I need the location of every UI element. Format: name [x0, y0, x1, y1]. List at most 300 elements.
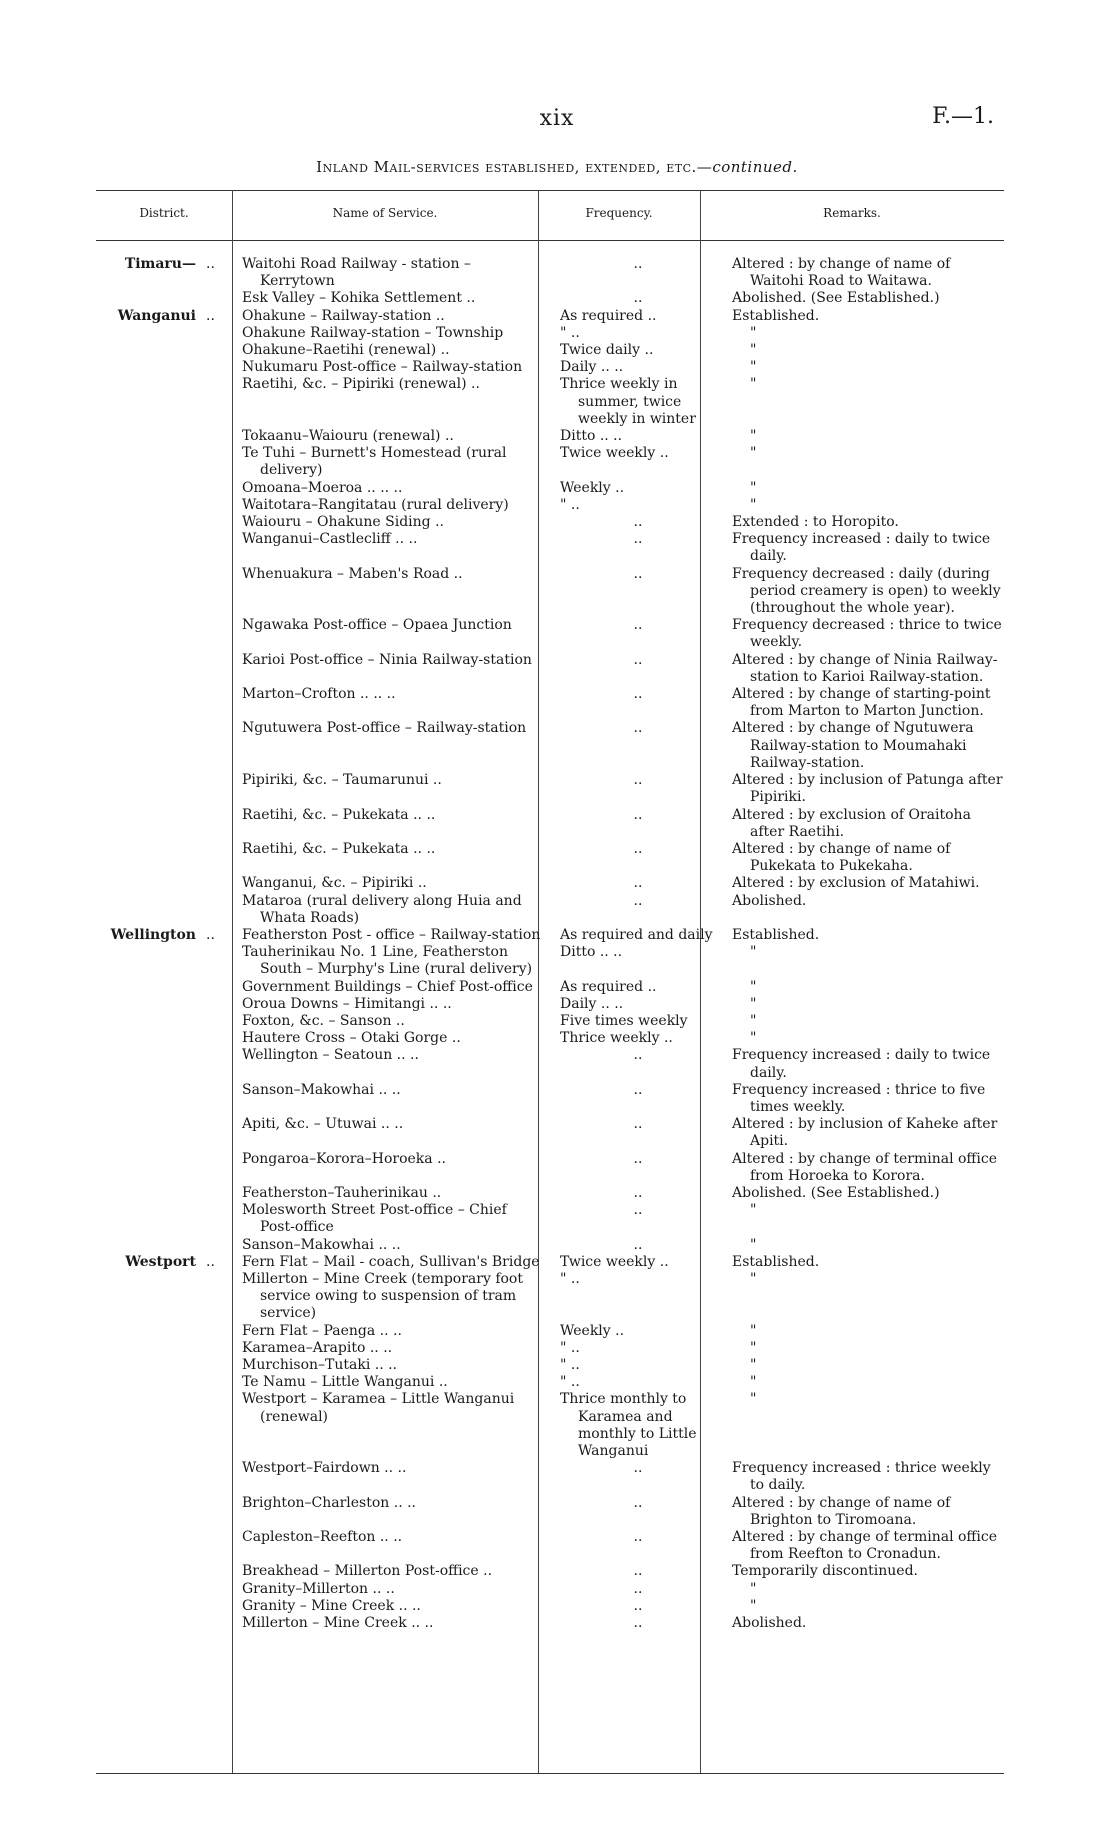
frequency-cell: [550, 1323, 722, 1340]
remarks-cell: [722, 875, 1004, 892]
frequency-cell: [550, 1340, 722, 1357]
service-cell: [232, 1013, 550, 1030]
district-cell: [96, 979, 232, 996]
service-cell: [232, 1563, 550, 1580]
remarks-text: ": [750, 324, 757, 341]
remarks-text: Frequency decreased : thrice to twice weekly.: [732, 617, 1002, 651]
table-row: [96, 1391, 1004, 1460]
district-cell: [96, 1495, 232, 1529]
district-leader: [196, 1151, 206, 1167]
frequency-value: " ..: [560, 1374, 580, 1391]
table-row: [96, 445, 1004, 479]
table-row: [96, 875, 1004, 892]
district-leader: [196, 893, 206, 909]
district-cell: [96, 290, 232, 307]
table-row: [96, 927, 1004, 944]
frequency-cell: [550, 497, 722, 514]
service-cell: [232, 1047, 550, 1081]
header-remarks: Remarks.: [823, 206, 881, 220]
remarks-cell: [722, 720, 1004, 772]
remarks-cell: [722, 514, 1004, 531]
service-cell: [232, 1598, 550, 1615]
service-cell: [232, 875, 550, 892]
frequency-cell: [550, 944, 722, 978]
district-cell: [96, 686, 232, 720]
district-cell: [96, 1529, 232, 1563]
district-cell: [96, 566, 232, 618]
frequency-value: ..: [633, 1597, 643, 1614]
frequency-cell: [550, 617, 722, 651]
header-service: Name of Service.: [332, 206, 438, 220]
service-name: Sanson–Makowhai .. ..: [242, 1236, 401, 1253]
frequency-value: Weekly ..: [560, 479, 625, 496]
frequency-value: Twice daily ..: [560, 342, 654, 359]
remarks-text: ": [750, 1236, 757, 1253]
district-cell: [96, 1460, 232, 1494]
remarks-text: ": [750, 445, 757, 462]
remarks-text: ": [750, 376, 757, 393]
district-leader: [196, 1563, 206, 1579]
district-cell: [96, 1340, 232, 1357]
frequency-cell: [550, 531, 722, 565]
district-leader: [196, 480, 206, 496]
district-leader: [196, 1030, 206, 1046]
district-leader: ..: [206, 926, 215, 943]
district-leader: [196, 1237, 206, 1253]
district-cell: [96, 1357, 232, 1374]
district-cell: [96, 480, 232, 497]
frequency-value: ..: [633, 617, 643, 634]
remarks-text: Altered : by exclusion of Oraitoha after Raetihi.: [732, 806, 971, 840]
remarks-cell: [722, 1460, 1004, 1494]
district-cell: [96, 514, 232, 531]
service-name: Mataroa (rural delivery along Huia and Whata Roads): [242, 892, 522, 926]
service-name: Tauherinikau No. 1 Line, Featherston South – Murphy's Line (rural delivery): [242, 944, 533, 978]
frequency-cell: [550, 514, 722, 531]
frequency-value: ..: [633, 290, 643, 307]
table-row: [96, 1013, 1004, 1030]
frequency-cell: [550, 1495, 722, 1529]
remarks-text: ": [750, 1597, 757, 1614]
remarks-cell: [722, 1615, 1004, 1632]
frequency-cell: [550, 1185, 722, 1202]
service-cell: [232, 359, 550, 376]
remarks-cell: [722, 497, 1004, 514]
remarks-cell: [722, 359, 1004, 376]
district-leader: [196, 1271, 206, 1287]
district-leader: [196, 1460, 206, 1476]
district-cell: [96, 1615, 232, 1632]
remarks-cell: [722, 1237, 1004, 1254]
table-row: [96, 979, 1004, 996]
remarks-cell: [722, 445, 1004, 479]
remarks-text: Frequency increased : thrice weekly to daily.: [732, 1460, 991, 1494]
service-cell: [232, 290, 550, 307]
frequency-cell: [550, 1116, 722, 1150]
table-row: [96, 807, 1004, 841]
district-leader: [196, 1615, 206, 1631]
frequency-value: ..: [633, 1563, 643, 1580]
table-row: [96, 1082, 1004, 1116]
remarks-text: ": [750, 1012, 757, 1029]
district-name: Wellington: [110, 926, 196, 943]
service-name: Pongaroa–Korora–Horoeka ..: [242, 1150, 446, 1167]
frequency-value: ..: [633, 1529, 643, 1546]
service-name: Millerton – Mine Creek (temporary foot service owing to suspension of tram service): [242, 1270, 523, 1322]
service-cell: [232, 1615, 550, 1632]
remarks-text: Frequency increased : daily to twice daily.: [732, 1047, 991, 1081]
remarks-cell: [722, 256, 1004, 290]
district-cell: [96, 1391, 232, 1460]
district-leader: [196, 652, 206, 668]
remarks-text: Temporarily discontinued.: [732, 1563, 918, 1580]
service-cell: [232, 1254, 550, 1271]
district-cell: [96, 342, 232, 359]
district-leader: [196, 376, 206, 392]
service-cell: [232, 617, 550, 651]
frequency-value: Twice weekly ..: [560, 445, 669, 462]
remarks-cell: [722, 979, 1004, 996]
service-cell: [232, 807, 550, 841]
table-row: [96, 1357, 1004, 1374]
remarks-cell: [722, 1323, 1004, 1340]
service-cell: [232, 979, 550, 996]
district-cell: [96, 445, 232, 479]
remarks-cell: [722, 944, 1004, 978]
table-row: [96, 480, 1004, 497]
district-leader: [196, 1013, 206, 1029]
frequency-value: ..: [633, 892, 643, 909]
service-name: Hautere Cross – Otaki Gorge ..: [242, 1030, 461, 1047]
district-cell: [96, 617, 232, 651]
frequency-value: As required ..: [560, 307, 657, 324]
district-name: Westport: [125, 1253, 196, 1270]
table-row: [96, 1495, 1004, 1529]
frequency-cell: [550, 1615, 722, 1632]
district-leader: ..: [206, 1253, 215, 1270]
frequency-cell: [550, 376, 722, 428]
frequency-cell: [550, 290, 722, 307]
title-continued: continued.: [712, 158, 798, 176]
remarks-text: ": [750, 978, 757, 995]
remarks-text: Established.: [732, 307, 820, 324]
service-name: Raetihi, &c. – Pipiriki (renewal) ..: [242, 376, 480, 393]
district-leader: ..: [206, 256, 215, 272]
district-cell: [96, 1116, 232, 1150]
service-cell: [232, 1391, 550, 1460]
frequency-value: " ..: [560, 496, 580, 513]
frequency-value: Thrice monthly to Karamea and monthly to Little Wanganui: [560, 1391, 697, 1460]
frequency-value: ..: [633, 1236, 643, 1253]
frequency-value: Thrice weekly ..: [560, 1030, 673, 1047]
service-name: Murchison–Tutaki .. ..: [242, 1357, 397, 1373]
remarks-cell: [722, 1151, 1004, 1185]
table-row: [96, 841, 1004, 875]
remarks-cell: [722, 376, 1004, 428]
frequency-value: " ..: [560, 1270, 580, 1287]
service-cell: [232, 308, 550, 325]
remarks-cell: [722, 290, 1004, 307]
service-cell: [232, 514, 550, 531]
remarks-text: ": [750, 1357, 757, 1373]
frequency-value: Ditto .. ..: [560, 944, 623, 961]
district-cell: [96, 1581, 232, 1598]
service-cell: [232, 1202, 550, 1236]
remarks-cell: [722, 1391, 1004, 1460]
service-cell: [232, 480, 550, 497]
frequency-cell: [550, 686, 722, 720]
remarks-text: Abolished.: [732, 892, 807, 909]
frequency-cell: [550, 841, 722, 875]
remarks-cell: [722, 1047, 1004, 1081]
service-cell: [232, 1151, 550, 1185]
table-row: [96, 359, 1004, 376]
district-leader: [196, 807, 206, 823]
district-leader: [196, 1082, 206, 1098]
frequency-cell: [550, 1030, 722, 1047]
table-row: [96, 1615, 1004, 1632]
district-leader: [196, 497, 206, 513]
district-leader: [196, 996, 206, 1012]
frequency-cell: [550, 720, 722, 772]
district-cell: [96, 1563, 232, 1580]
frequency-value: Daily .. ..: [560, 995, 624, 1012]
district-cell: [96, 531, 232, 565]
district-cell: [96, 720, 232, 772]
remarks-cell: [722, 927, 1004, 944]
service-name: Oroua Downs – Himitangi .. ..: [242, 995, 452, 1012]
frequency-value: ..: [633, 720, 643, 737]
frequency-cell: [550, 875, 722, 892]
frequency-cell: [550, 927, 722, 944]
remarks-text: Established.: [732, 1253, 820, 1270]
service-cell: [232, 497, 550, 514]
frequency-value: As required and daily: [560, 926, 713, 943]
table-row: [96, 1460, 1004, 1494]
frequency-value: ..: [633, 531, 643, 548]
frequency-value: ..: [633, 565, 643, 582]
remarks-text: Extended : to Horopito.: [732, 514, 899, 531]
service-name: Omoana–Moeroa .. .. ..: [242, 479, 403, 496]
district-cell: [96, 1151, 232, 1185]
remarks-cell: [722, 308, 1004, 325]
service-name: Capleston–Reefton .. ..: [242, 1529, 403, 1546]
service-name: Featherston–Tauherinikau ..: [242, 1184, 442, 1201]
remarks-cell: [722, 1581, 1004, 1598]
district-name: Wanganui: [117, 307, 196, 324]
frequency-value: Ditto .. ..: [560, 428, 623, 445]
service-name: Ngutuwera Post-office – Railway-station: [242, 720, 527, 737]
remarks-text: Abolished. (See Established.): [732, 1184, 940, 1201]
district-cell: [96, 1271, 232, 1323]
remarks-text: Altered : by exclusion of Matahiwi.: [732, 875, 980, 892]
service-name: Te Tuhi – Burnett's Homestead (rural delivery): [242, 445, 507, 479]
district-leader: [196, 325, 206, 341]
service-name: Pipiriki, &c. – Taumarunui ..: [242, 772, 442, 789]
remarks-cell: [722, 1013, 1004, 1030]
remarks-text: ": [750, 1270, 757, 1287]
remarks-text: Altered : by change of name of Brighton to Tiromoana.: [732, 1494, 951, 1528]
district-cell: [96, 1030, 232, 1047]
table-row: [96, 720, 1004, 772]
frequency-value: ..: [633, 686, 643, 703]
district-leader: [196, 944, 206, 960]
remarks-cell: [722, 566, 1004, 618]
frequency-cell: [550, 1047, 722, 1081]
district-leader: [196, 617, 206, 633]
frequency-value: ..: [633, 256, 643, 272]
remarks-text: ": [750, 342, 757, 359]
table-row: [96, 1581, 1004, 1598]
service-name: Featherston Post - office – Railway-station: [242, 926, 541, 943]
remarks-text: ": [750, 428, 757, 445]
district-name: Timaru—: [124, 256, 196, 272]
district-leader: [196, 1357, 206, 1373]
frequency-cell: [550, 1254, 722, 1271]
frequency-value: ..: [633, 514, 643, 531]
frequency-cell: [550, 480, 722, 497]
district-cell: [96, 1254, 232, 1271]
frequency-cell: [550, 1082, 722, 1116]
remarks-text: Altered : by inclusion of Kaheke after Apiti.: [732, 1116, 998, 1150]
service-cell: [232, 686, 550, 720]
table-row: [96, 1116, 1004, 1150]
table-row: [96, 1047, 1004, 1081]
service-name: Te Namu – Little Wanganui ..: [242, 1374, 448, 1391]
service-cell: [232, 342, 550, 359]
service-name: Westport–Fairdown .. ..: [242, 1460, 407, 1477]
service-name: Waiouru – Ohakune Siding ..: [242, 514, 444, 531]
frequency-cell: [550, 1237, 722, 1254]
service-cell: [232, 772, 550, 806]
remarks-text: ": [750, 944, 757, 961]
service-cell: [232, 376, 550, 428]
district-leader: [196, 359, 206, 375]
district-cell: [96, 359, 232, 376]
frequency-value: ..: [633, 1116, 643, 1133]
table-row: [96, 1254, 1004, 1271]
district-cell: [96, 1323, 232, 1340]
service-cell: [232, 1529, 550, 1563]
service-cell: [232, 428, 550, 445]
table-row: [96, 1202, 1004, 1236]
table-row: [96, 1340, 1004, 1357]
frequency-cell: [550, 652, 722, 686]
frequency-cell: [550, 308, 722, 325]
service-name: Breakhead – Millerton Post-office ..: [242, 1563, 493, 1580]
table-row: [96, 893, 1004, 927]
table-row: [96, 325, 1004, 342]
remarks-text: ": [750, 1339, 757, 1356]
district-leader: [196, 1185, 206, 1201]
service-cell: [232, 1030, 550, 1047]
frequency-cell: [550, 1460, 722, 1494]
remarks-cell: [722, 1598, 1004, 1615]
service-name: Westport – Karamea – Little Wanganui (renewal): [242, 1391, 515, 1425]
service-name: Apiti, &c. – Utuwai .. ..: [242, 1116, 404, 1133]
remarks-text: ": [750, 1391, 757, 1408]
frequency-cell: [550, 1013, 722, 1030]
mail-services-table: [96, 256, 1004, 1632]
district-cell: [96, 428, 232, 445]
frequency-value: ..: [633, 1047, 643, 1064]
title-main: Inland Mail-services established, extended, etc.—: [316, 158, 713, 176]
table-row: [96, 944, 1004, 978]
frequency-value: As required ..: [560, 978, 657, 995]
service-name: Karamea–Arapito .. ..: [242, 1339, 393, 1356]
remarks-text: Frequency increased : thrice to five times weekly.: [732, 1081, 986, 1115]
table-row: [96, 1598, 1004, 1615]
remarks-cell: [722, 807, 1004, 841]
remarks-cell: [722, 1357, 1004, 1374]
remarks-text: Frequency decreased : daily (during period creamery is open) to weekly (throughout the whole year).: [732, 565, 1001, 617]
district-cell: [96, 1047, 232, 1081]
service-cell: [232, 1082, 550, 1116]
district-cell: [96, 256, 232, 290]
service-name: Molesworth Street Post-office – Chief Post-office: [242, 1202, 507, 1236]
remarks-cell: [722, 841, 1004, 875]
frequency-value: ..: [633, 840, 643, 857]
table-row: [96, 497, 1004, 514]
district-cell: [96, 1374, 232, 1391]
frequency-cell: [550, 1529, 722, 1563]
service-name: Wanganui–Castlecliff .. ..: [242, 531, 418, 548]
table-row: [96, 342, 1004, 359]
remarks-text: Established.: [732, 926, 820, 943]
remarks-cell: [722, 1082, 1004, 1116]
district-leader: [196, 445, 206, 461]
service-cell: [232, 1237, 550, 1254]
service-name: Fern Flat – Paenga .. ..: [242, 1322, 402, 1339]
district-cell: [96, 1013, 232, 1030]
remarks-cell: [722, 1254, 1004, 1271]
frequency-value: ..: [633, 875, 643, 892]
remarks-cell: [722, 1495, 1004, 1529]
frequency-cell: [550, 1202, 722, 1236]
remarks-text: ": [750, 1580, 757, 1597]
district-cell: [96, 807, 232, 841]
service-cell: [232, 531, 550, 565]
table-row: [96, 1271, 1004, 1323]
frequency-cell: [550, 1598, 722, 1615]
remarks-cell: [722, 531, 1004, 565]
remarks-cell: [722, 996, 1004, 1013]
district-leader: [196, 342, 206, 358]
page-title: [0, 158, 1114, 176]
remarks-cell: [722, 1202, 1004, 1236]
service-name: Ohakune – Railway-station ..: [242, 307, 445, 324]
table-row: [96, 531, 1004, 565]
district-leader: [196, 1374, 206, 1390]
district-cell: [96, 1185, 232, 1202]
frequency-cell: [550, 893, 722, 927]
district-cell: [96, 308, 232, 325]
remarks-cell: [722, 325, 1004, 342]
frequency-cell: [550, 1271, 722, 1323]
header-frequency: Frequency.: [585, 206, 653, 220]
frequency-value: ..: [633, 1202, 643, 1219]
page-reference: F.—1.: [932, 104, 994, 129]
district-cell: [96, 1202, 232, 1236]
district-leader: [196, 514, 206, 530]
frequency-value: ..: [633, 1615, 643, 1632]
service-name: Ohakune–Raetihi (renewal) ..: [242, 342, 450, 359]
remarks-cell: [722, 1563, 1004, 1580]
table-row: [96, 1030, 1004, 1047]
frequency-value: ..: [633, 1494, 643, 1511]
remarks-text: Altered : by change of name of Pukekata to Pukekaha.: [732, 840, 951, 875]
remarks-text: Altered : by change of terminal office from Horoeka to Korora.: [732, 1150, 997, 1184]
